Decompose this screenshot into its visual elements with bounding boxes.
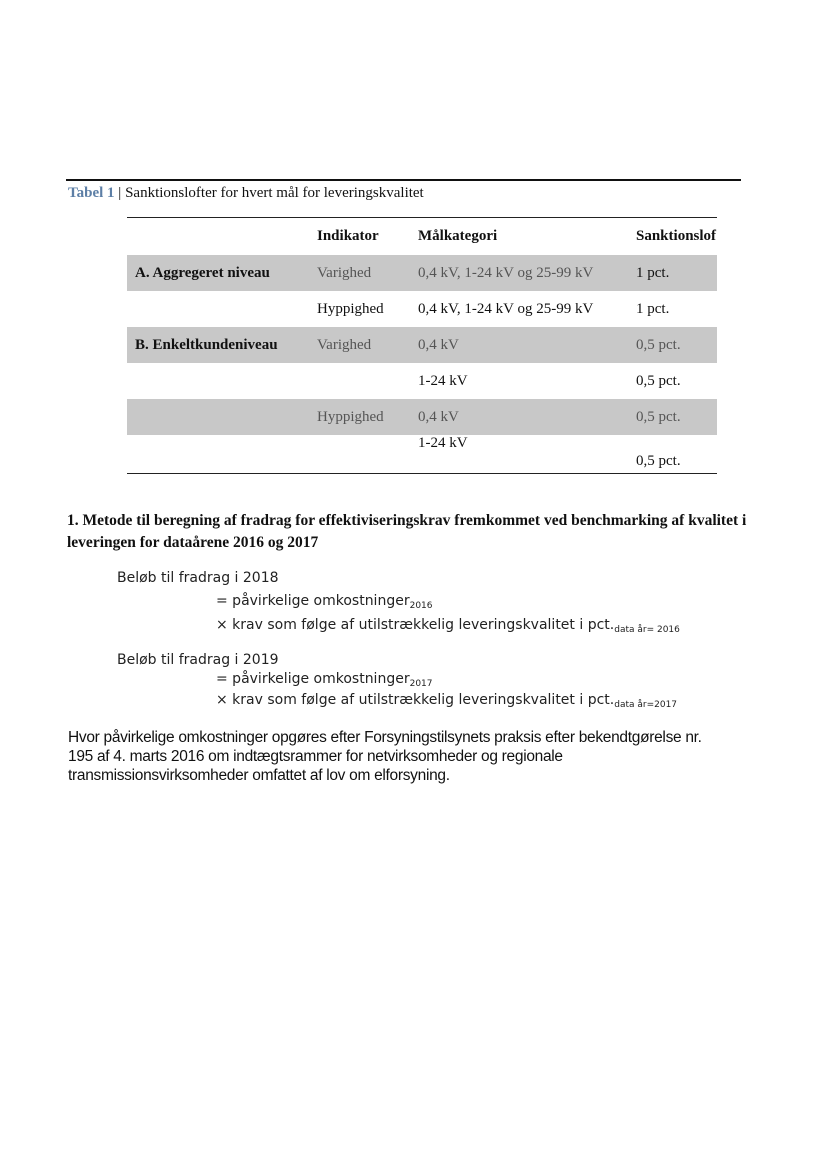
- table-cell: Hyppighed: [309, 399, 410, 435]
- table-cell: [309, 363, 410, 399]
- table-cell: [127, 435, 309, 470]
- formula-1-times-sub: data år= 2016: [614, 625, 680, 635]
- formula-2-times-sub: data år=2017: [614, 700, 678, 710]
- caption-separator: |: [114, 185, 126, 201]
- formula-2-times: [216, 692, 677, 710]
- formula-1-lhs: Beløb til fradrag i 2018: [117, 570, 279, 586]
- table-row: [127, 291, 717, 327]
- formula-1-times: [216, 617, 680, 635]
- table-cell: 0,4 kV, 1-24 kV og 25-99 kV: [418, 300, 594, 317]
- header-cell: Sanktionslof: [636, 228, 717, 244]
- table-cell: Varighed: [309, 327, 410, 363]
- caption-rule: [66, 179, 741, 181]
- table-header-row: [127, 218, 717, 255]
- formula-2-eq-text: = påvirkelige omkostninger: [216, 671, 410, 687]
- table-row: [127, 255, 717, 291]
- table-row: [127, 327, 717, 363]
- header-cell: Indikator: [317, 228, 379, 244]
- table-row: [127, 435, 717, 470]
- formula-1-eq-sub: 2016: [409, 601, 433, 611]
- table-cell: A. Aggregeret niveau: [127, 255, 309, 291]
- table-cell: 1-24 kV: [418, 435, 468, 451]
- table-cell: 1 pct.: [628, 255, 717, 291]
- table-cell: [309, 435, 410, 470]
- section-heading: 1. Metode til beregning af fradrag for effektiviseringskrav fremkommet ved benchmarking af kvalitet i leveringen for dataårene 2016 og 2017: [67, 512, 747, 551]
- table-cell: 0,5 pct.: [636, 453, 681, 469]
- table-cell: 0,5 pct.: [628, 399, 717, 435]
- table-cell: Varighed: [309, 255, 410, 291]
- table-cell: [127, 363, 309, 399]
- formula-1-eq-text: = påvirkelige omkostninger: [216, 593, 410, 609]
- table-cell: 1-24 kV: [418, 372, 468, 389]
- table-cell: 0,5 pct.: [628, 327, 717, 363]
- formula-2-lhs: Beløb til fradrag i 2019: [117, 652, 279, 668]
- formula-2-times-text: × krav som følge af utilstrækkelig leveringskvalitet i pct.: [216, 692, 615, 708]
- table-caption: [68, 185, 424, 202]
- table-cell: Hyppighed: [317, 300, 384, 317]
- table-row: [127, 399, 717, 435]
- table-cell: 0,4 kV, 1-24 kV og 25-99 kV: [410, 255, 628, 291]
- table-cell: 0,4 kV: [410, 327, 628, 363]
- table-cell: [127, 291, 309, 327]
- table-cell: 0,4 kV: [410, 399, 628, 435]
- formula-2-eq-sub: 2017: [409, 679, 433, 689]
- header-cell: [127, 218, 309, 255]
- table-row: [127, 363, 717, 399]
- formula-1-times-text: × krav som følge af utilstrækkelig leveringskvalitet i pct.: [216, 617, 615, 633]
- caption-tag: Tabel 1: [68, 185, 115, 201]
- sanction-table: [127, 217, 717, 474]
- table-cell: B. Enkeltkundeniveau: [127, 327, 309, 363]
- formula-1-eq: [216, 593, 433, 611]
- formula-2-eq: [216, 671, 433, 689]
- table-cell: 1 pct.: [636, 300, 670, 317]
- table-cell: 0,5 pct.: [636, 372, 681, 389]
- header-cell: Målkategori: [418, 228, 498, 244]
- table-cell: [127, 399, 309, 435]
- caption-text: Sanktionslofter for hvert mål for leveringskvalitet: [125, 185, 424, 201]
- body-paragraph: Hvor påvirkelige omkostninger opgøres efter Forsyningstilsynets praksis efter bekendtgørelse nr. 195 af 4. marts 2016 om indtægtsrammer for netvirksomheder og regionale transmissionsvirksomheder omfattet af lov om elforsyning.: [68, 729, 702, 784]
